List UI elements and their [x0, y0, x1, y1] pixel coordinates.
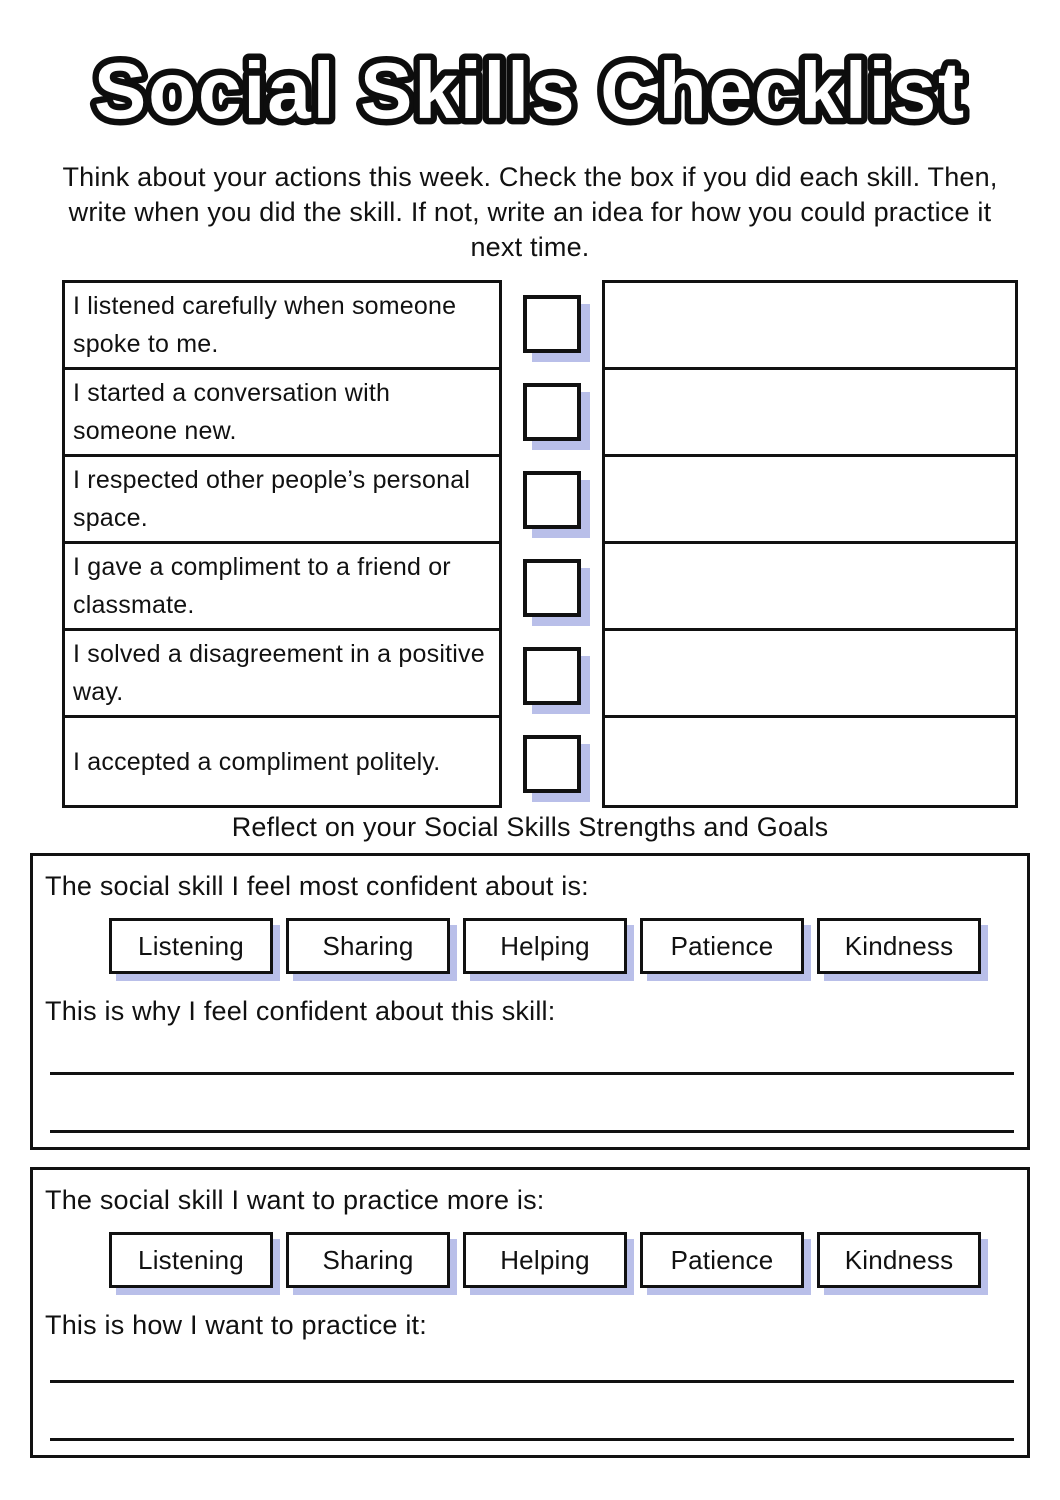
practice-write-line-1[interactable] — [50, 1380, 1014, 1383]
reflection-heading: Reflect on your Social Skills Strengths and Goals — [231, 812, 829, 842]
confident-option-listening[interactable]: Listening — [109, 918, 273, 974]
skill-label-listened: I listened carefully when someone spoke to me. — [65, 283, 499, 370]
checkbox-column — [502, 280, 602, 808]
skill-checkbox-3[interactable] — [523, 559, 581, 617]
instructions-text: Think about your actions this week. Check the box if you did each skill. Then, write when you did the skill. If not, write an idea for how you could practice it next time. — [62, 162, 998, 262]
write-in-cell-2[interactable] — [605, 457, 1015, 544]
practice-option-patience[interactable]: Patience — [640, 1232, 804, 1288]
check-cell — [502, 544, 602, 632]
confident-write-line-2[interactable] — [50, 1130, 1014, 1133]
confident-prompt: The social skill I feel most confident about is: — [45, 871, 589, 901]
write-in-cell-1[interactable] — [605, 370, 1015, 457]
practice-option-sharing[interactable]: Sharing — [286, 1232, 450, 1288]
check-cell — [502, 632, 602, 720]
skill-checkbox-4[interactable] — [523, 647, 581, 705]
skills-checklist-table — [62, 280, 1018, 795]
write-in-cell-0[interactable] — [605, 283, 1015, 370]
page-title: Social Skills Checklist — [94, 46, 966, 135]
skill-label-gave-compliment: I gave a compliment to a friend or classmate. — [65, 544, 499, 631]
write-in-cell-3[interactable] — [605, 544, 1015, 631]
practice-option-helping[interactable]: Helping — [463, 1232, 627, 1288]
confident-option-kindness[interactable]: Kindness — [817, 918, 981, 974]
check-cell — [502, 720, 602, 808]
skill-label-accepted-compliment: I accepted a compliment politely. — [73, 747, 441, 776]
skill-label-conversation: I started a conversation with someone new. — [65, 370, 499, 457]
practice-followup-label: This is how I want to practice it: — [45, 1310, 427, 1340]
confident-options-row — [63, 918, 1027, 974]
practice-write-line-2[interactable] — [50, 1438, 1014, 1441]
skill-checkbox-1[interactable] — [523, 383, 581, 441]
confident-option-patience[interactable]: Patience — [640, 918, 804, 974]
confident-followup-label: This is why I feel confident about this skill: — [45, 996, 556, 1026]
practice-prompt: The social skill I want to practice more is: — [45, 1185, 545, 1215]
write-in-cell-4[interactable] — [605, 631, 1015, 718]
practice-options-row — [63, 1232, 1027, 1288]
practice-option-listening[interactable]: Listening — [109, 1232, 273, 1288]
confident-write-line-1[interactable] — [50, 1072, 1014, 1075]
confident-option-sharing[interactable]: Sharing — [286, 918, 450, 974]
write-in-cell-5[interactable] — [605, 718, 1015, 805]
skill-label-personal-space: I respected other people’s personal space. — [65, 457, 499, 544]
check-cell — [502, 280, 602, 368]
confident-option-helping[interactable]: Helping — [463, 918, 627, 974]
practice-skill-box — [30, 1167, 1030, 1458]
check-cell — [502, 456, 602, 544]
skill-label-solved-disagreement: I solved a disagreement in a positive way. — [65, 631, 499, 718]
skill-checkbox-2[interactable] — [523, 471, 581, 529]
skill-checkbox-0[interactable] — [523, 295, 581, 353]
confident-skill-box — [30, 853, 1030, 1150]
practice-option-kindness[interactable]: Kindness — [817, 1232, 981, 1288]
skill-checkbox-5[interactable] — [523, 735, 581, 793]
title-banner — [0, 32, 1060, 144]
check-cell — [502, 368, 602, 456]
skills-column — [62, 280, 502, 808]
write-in-column — [602, 280, 1018, 808]
